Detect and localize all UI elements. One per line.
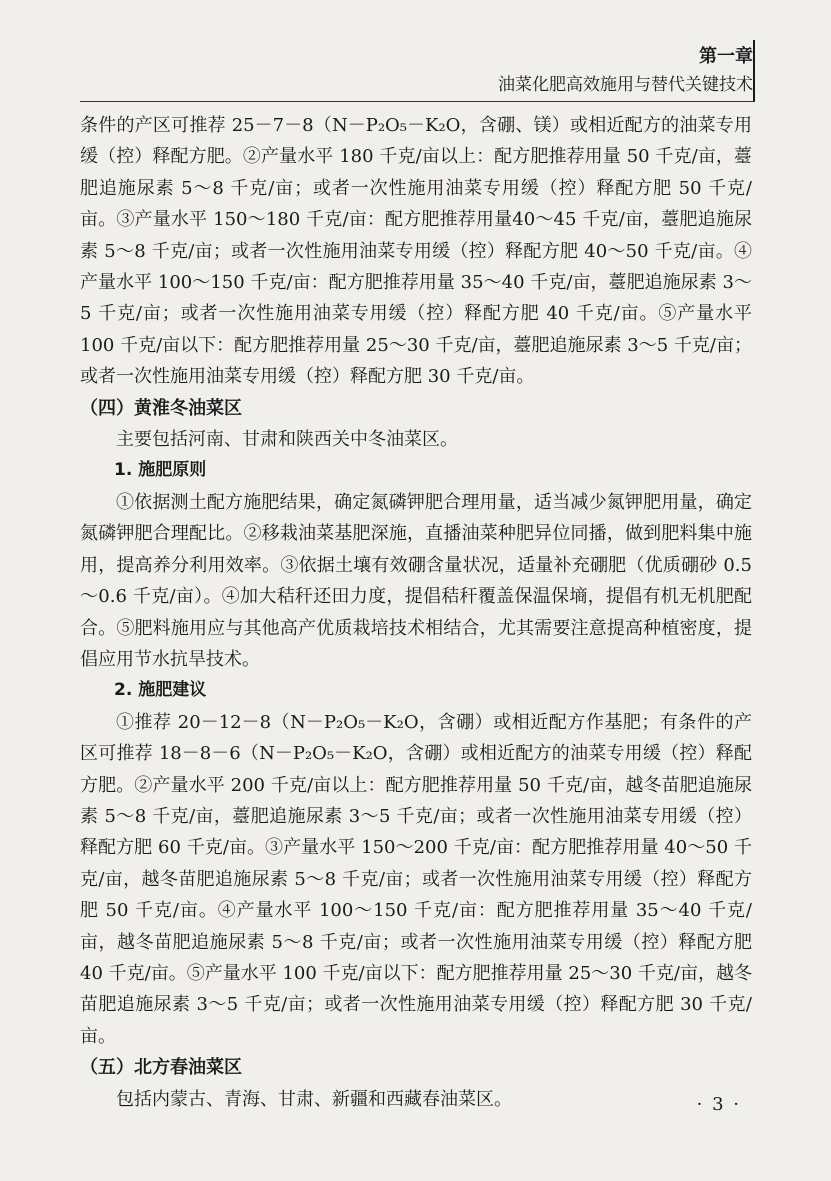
header-underline — [80, 101, 755, 102]
section-heading-northern-spring: （五）北方春油菜区 — [80, 1057, 242, 1079]
section-intro-northern-spring: 包括内蒙古、青海、甘肃、新疆和西藏春油菜区。 — [116, 1088, 512, 1110]
paragraph-fertilization-principles: ①依据测土配方施肥结果，确定氮磷钾肥合理用量，适当减少氮钾肥用量，确定氮磷钾肥合理配比。②移栽油菜基肥深施，直播油菜种肥异位同播，做到肥料集中施用，提高养分利用效率。③依据土壤有效硼含量状况，适量补充硼肥（优质硼砂 0.5～0.6 千克/亩）。④加大秸秆还田力度，提倡秸秆覆盖保温保墒，提倡有机无机肥配合。⑤肥料施用应与其他高产优质栽培技术相结合，尤其需要注意提高种植密度，提倡应用节水抗旱技术。 — [80, 491, 752, 670]
running-header — [498, 44, 753, 98]
subheading-fertilization-recommendations: 2. 施肥建议 — [114, 680, 207, 701]
paragraph-continued: 条件的产区可推荐 25－7－8（N－P₂O₅－K₂O，含硼、镁）或相近配方的油菜专用缓（控）释配方肥。②产量水平 180 千克/亩以上：配方肥推荐用量 50 千克/亩，薹肥追施尿素 5～8 千克/亩；或者一次性施用油菜专用缓（控）释配方肥 50 千克/亩。③产量水平 150～180 千克/亩：配方肥推荐用量40～45 千克/亩，薹肥追施尿素 5～8 千克/亩；或者一次性施用油菜专用缓（控）释配方肥 40～50 千克/亩。④产量水平 100～150 千克/亩：配方肥推荐用量 35～40 千克/亩，薹肥追施尿素 3～5 千克/亩；或者一次性施用油菜专用缓（控）释配方肥 40 千克/亩。⑤产量水平 100 千克/亩以下：配方肥推荐用量 25～30 千克/亩，薹肥追施尿素 3～5 千克/亩；或者一次性施用油菜专用缓（控）释配方肥 30 千克/亩。 — [80, 115, 752, 388]
book-title: 油菜化肥高效施用与替代关键技术 — [498, 75, 753, 95]
section-intro-huanghuai: 主要包括河南、甘肃和陕西关中冬油菜区。 — [116, 429, 458, 451]
page-number: · 3 · — [696, 1094, 741, 1115]
body-text — [80, 110, 752, 1115]
subheading-fertilization-principles: 1. 施肥原则 — [114, 460, 207, 481]
header-vertical-rule — [753, 40, 755, 102]
chapter-label: 第一章 — [699, 46, 753, 67]
section-heading-huanghuai: （四）黄淮冬油菜区 — [80, 397, 242, 419]
paragraph-fertilization-recommendations: ①推荐 20－12－8（N－P₂O₅－K₂O，含硼）或相近配方作基肥；有条件的产区可推荐 18－8－6（N－P₂O₅－K₂O，含硼）或相近配方的油菜专用缓（控）释配方肥。②产量水平 200 千克/亩以上：配方肥推荐用量 50 千克/亩，越冬苗肥追施尿素 5～8 千克/亩，薹肥追施尿素 3～5 千克/亩；或者一次性施用油菜专用缓（控）释配方肥 60 千克/亩。③产量水平 150～200 千克/亩：配方肥推荐用量 40～50 千克/亩，越冬苗肥追施尿素 5～8 千克/亩；或者一次性施用油菜专用缓（控）释配方肥 50 千克/亩。④产量水平 100～150 千克/亩：配方肥推荐用量 35～40 千克/亩，越冬苗肥追施尿素 5～8 千克/亩；或者一次性施用油菜专用缓（控）释配方肥 40 千克/亩。⑤产量水平 100 千克/亩以下：配方肥推荐用量 25～30 千克/亩，越冬苗肥追施尿素 3～5 千克/亩；或者一次性施用油菜专用缓（控）释配方肥 30 千克/亩。 — [80, 711, 752, 1047]
